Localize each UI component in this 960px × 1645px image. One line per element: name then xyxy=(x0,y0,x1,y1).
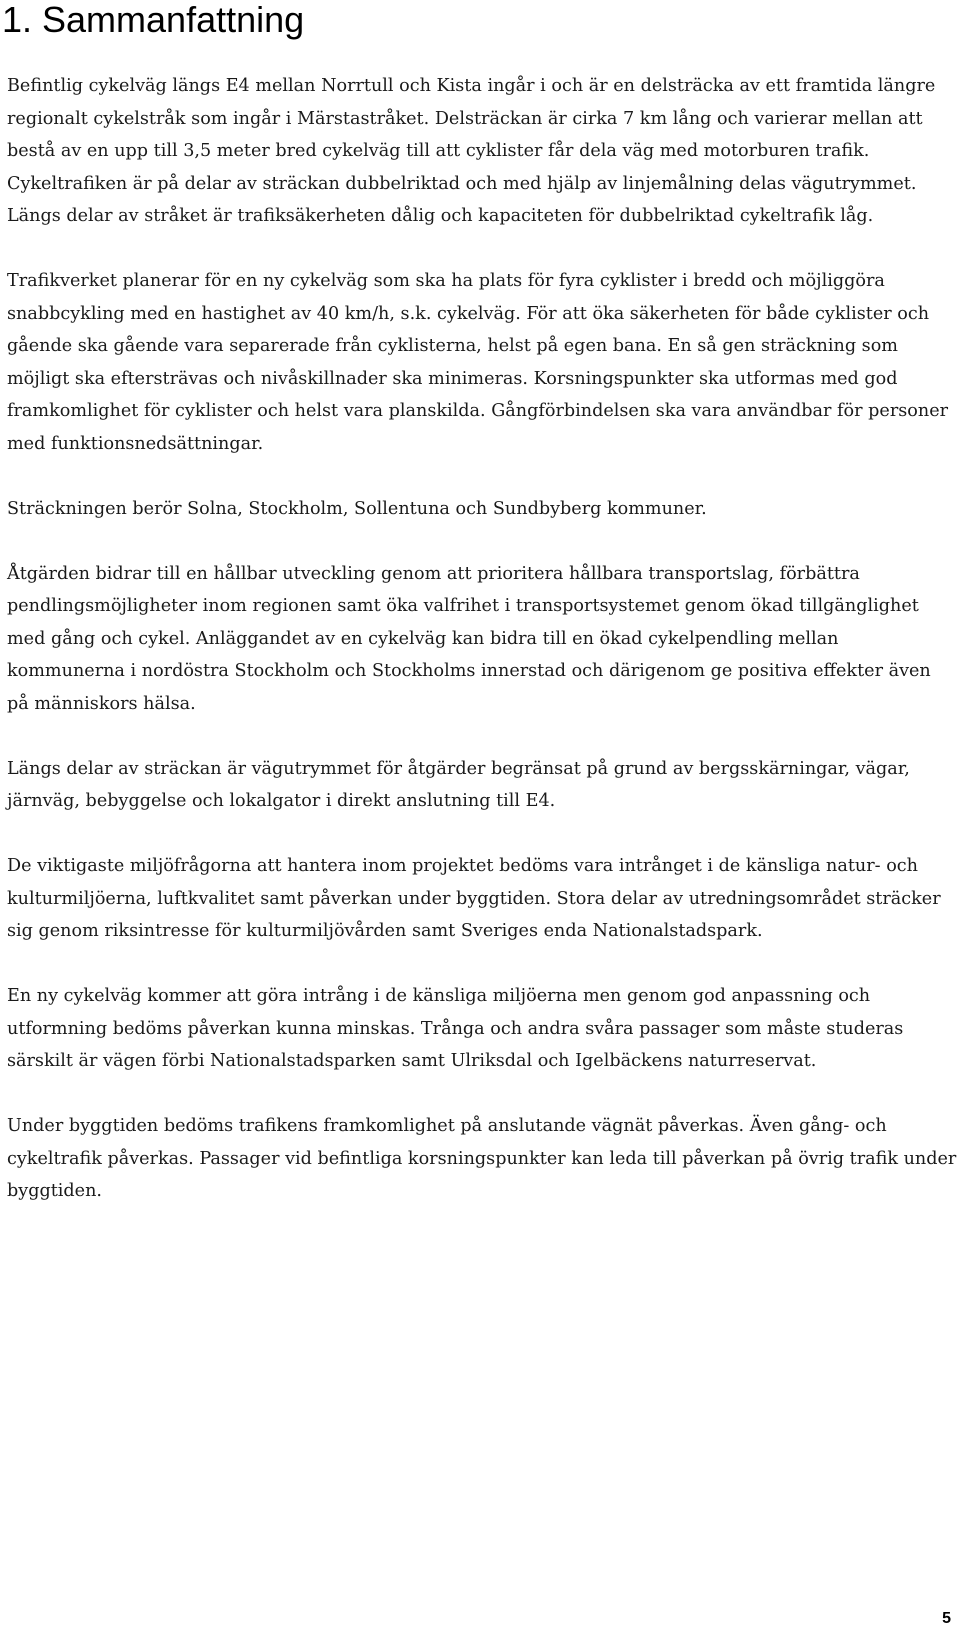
section-heading: 1. Sammanfattning xyxy=(2,0,305,40)
page-number: 5 xyxy=(942,1610,951,1627)
paragraph-sustainability: Åtgärden bidrar till en hållbar utveckling genom att prioritera hållbara transportslag, förbättra pendlingsmöjligheter inom regionen samt öka valfrihet i transportsystemet genom ökad tillgänglighet med gång och cykel. Anläggandet av en cykelväg kan bidra till en ökad cykelpendling mellan kommunerna i nordöstra Stockholm och Stockholms innerstad och därigenom ge positiva effekter även på människors hälsa. xyxy=(7,563,931,714)
paragraph-intrusion-mitigation: En ny cykelväg kommer att göra intrång i de känsliga miljöerna men genom god anpassning och utformning bedöms påverkan kunna minskas. Trånga och andra svåra passager som måste studeras särskilt är vägen förbi Nationalstadsparken samt Ulriksdal och Igelbäckens naturreservat. xyxy=(7,986,904,1071)
paragraph-environmental-issues: De viktigaste miljöfrågorna att hantera inom projektet bedöms vara intrånget i de känsliga natur- och kulturmiljöerna, luftkvalitet samt påverkan under byggtiden. Stora delar av utredningsområdet sträcker sig genom riksintresse för kulturmiljövården samt Sveriges enda Nationalstadspark. xyxy=(7,856,941,941)
paragraph-summary-current-route: Befintlig cykelväg längs E4 mellan Norrtull och Kista ingår i och är en delsträcka av ett framtida längre regionalt cykelstråk som ingår i Märstastråket. Delsträckan är cirka 7 km lång och varierar mellan att bestå av en upp till 3,5 meter bred cykelväg till att cyklister får dela väg med motorburen trafik. Cykeltrafiken är på delar av sträckan dubbelriktad och med hjälp av linjemålning delas vägutrymmet. Längs delar av stråket är trafiksäkerheten dålig och kapaciteten för dubbelriktad cykeltrafik låg. xyxy=(7,76,936,226)
document-body xyxy=(7,70,957,1208)
paragraph-municipalities: Sträckningen berör Solna, Stockholm, Sollentuna och Sundbyberg kommuner. xyxy=(7,498,707,519)
paragraph-space-constraints: Längs delar av sträckan är vägutrymmet för åtgärder begränsat på grund av bergsskärningar, vägar, järnväg, bebyggelse och lokalgator i direkt anslutning till E4. xyxy=(7,758,910,811)
paragraph-construction-traffic: Under byggtiden bedöms trafikens framkomlighet på anslutande vägnät påverkas. Även gång- och cykeltrafik påverkas. Passager vid befintliga korsningspunkter kan leda till påverkan på övrig trafik under byggtiden. xyxy=(7,1116,957,1201)
paragraph-planned-cycleway: Trafikverket planerar för en ny cykelväg som ska ha plats för fyra cyklister i bredd och möjliggöra snabbcykling med en hastighet av 40 km/h, s.k. cykelväg. För att öka säkerheten för både cyklister och gående ska gående vara separerade från cyklisterna, helst på egen bana. En så gen sträckning som möjligt ska eftersträvas och nivåskillnader ska minimeras. Korsningspunkter ska utformas med god framkomlighet för cyklister och helst vara planskilda. Gångförbindelsen ska vara användbar för personer med funktionsnedsättningar. xyxy=(7,271,949,454)
